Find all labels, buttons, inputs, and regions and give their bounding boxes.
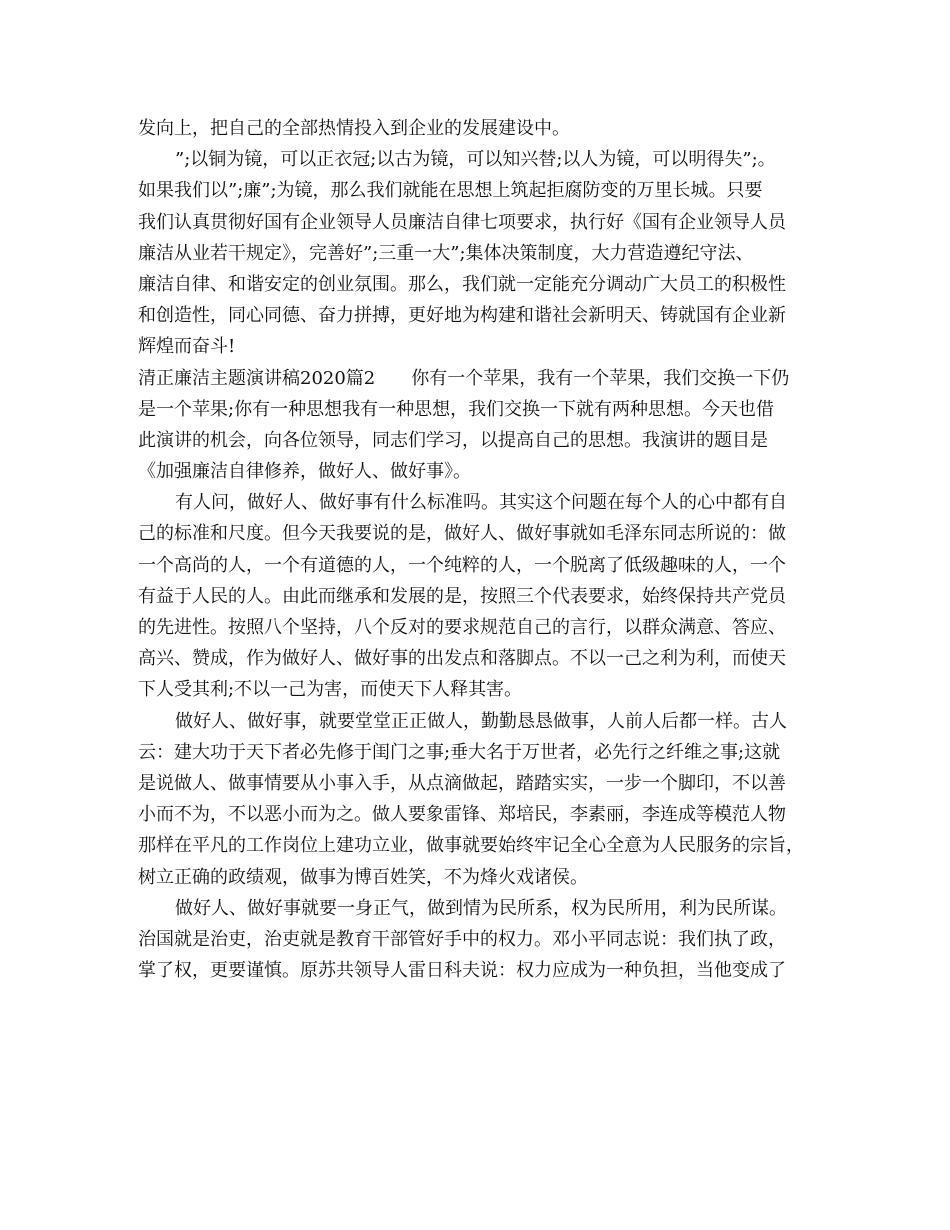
text-line: 如果我们以”;廉”;为镜，那么我们就能在思想上筑起拒腐防变的万里长城。只要 (138, 180, 763, 202)
text-line: 我们认真贯彻好国有企业领导人员廉洁自律七项要求，执行好《国有企业领导人员 (138, 211, 786, 233)
text-line: 掌了权，更要谨慎。原苏共领导人雷日科夫说：权力应成为一种负担，当他变成了 (138, 960, 786, 982)
text-line: 《加强廉洁自律修养，做好人、做好事》。 (138, 461, 471, 483)
text-line: 小而不为，不以恶小而为之。做人要象雷锋、郑培民，李素丽，李连成等模范人物 (138, 804, 786, 826)
text-line: 做好人、做好事，就要堂堂正正做人，勤勤恳恳做事，人前人后都一样。古人 (175, 710, 787, 732)
text-line: 有人问，做好人、做好事有什么标准吗。其实这个问题在每个人的心中都有自 (175, 492, 787, 514)
text-line: 有益于人民的人。由此而继承和发展的是，按照三个代表要求，始终保持共产党员 (138, 585, 786, 607)
text-line: 高兴、赞成，作为做好人、做好事的出发点和落脚点。不以一己之利为利，而使天 (138, 648, 786, 670)
text-line: 那样在平凡的工作岗位上建功立业，做事就要始终牢记全心全意为人民服务的宗旨， (138, 835, 804, 857)
text-line: 做好人、做好事就要一身正气，做到情为民所系，权为民所用，利为民所谋。 (175, 897, 787, 919)
text-line: 云：建大功于天下者必先修于闺门之事;垂大名于万世者，必先行之纤维之事;这就 (138, 741, 781, 763)
text-line: 的先进性。按照八个坚持，八个反对的要求规范自己的言行，以群众满意、答应、 (138, 617, 786, 638)
text-line: 一个高尚的人，一个有道德的人，一个纯粹的人，一个脱离了低级趣味的人，一个 (138, 554, 786, 576)
text-line: 廉洁自律、和谐安定的创业氛围。那么，我们就一定能充分调动广大员工的积极性 (138, 273, 786, 295)
text-line: ”;以铜为镜，可以正衣冠;以古为镜，可以知兴替;以人为镜，可以明得失”;。 (175, 149, 776, 171)
section-heading-line: 清正廉洁主题演讲稿2020篇2 你有一个苹果，我有一个苹果，我们交换一下仍 (138, 367, 790, 389)
text-line: 廉洁从业若干规定》，完善好”;三重一大”;集体决策制度，大力营造遵纪守法、 (138, 242, 754, 264)
text-line: 辉煌而奋斗! (138, 336, 236, 358)
document-body (138, 113, 838, 986)
text-line: 下人受其利;不以一己为害，而使天下人释其害。 (138, 679, 523, 701)
text-line: 治国就是治吏，治吏就是教育干部管好手中的权力。邓小平同志说：我们执了政， (138, 928, 786, 950)
text-line: 树立正确的政绩观，做事为博百姓笑，不为烽火戏诸侯。 (138, 866, 588, 888)
text-line: 己的标准和尺度。但今天我要说的是，做好人、做好事就如毛泽东同志所说的：做 (138, 523, 786, 545)
text-line: 此演讲的机会，向各位领导，同志们学习，以提高自己的思想。我演讲的题目是 (138, 429, 768, 451)
text-line: 是一个苹果;你有一种思想我有一种思想，我们交换一下就有两种思想。今天也借 (138, 398, 775, 420)
text-line: 是说做人、做事情要从小事入手，从点滴做起，踏踏实实，一步一个脚印，不以善 (138, 772, 786, 794)
text-line: 和创造性，同心同德、奋力拼搏，更好地为构建和谐社会新明天、铸就国有企业新 (138, 305, 786, 327)
text-line: 发向上，把自己的全部热情投入到企业的发展建设中。 (138, 118, 570, 139)
